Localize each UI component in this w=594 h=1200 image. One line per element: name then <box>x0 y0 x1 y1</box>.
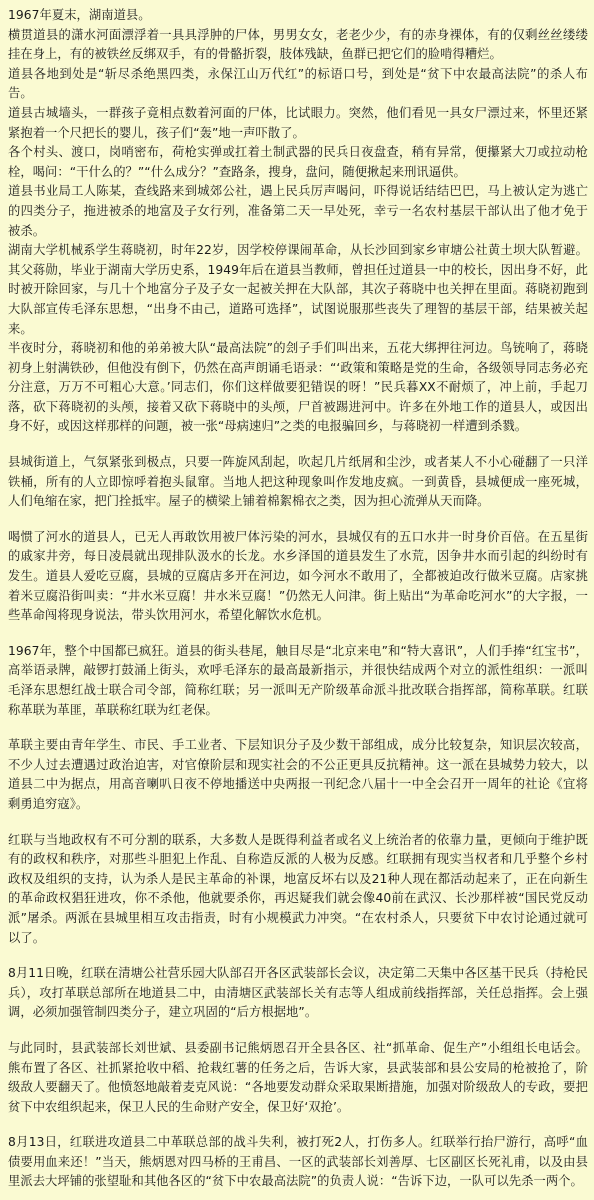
paragraph-gap <box>8 948 588 964</box>
paragraph-phone-meeting: 与此同时，县武装部长刘世斌、县委副书记熊炳恩召开全县各区、社“抓革命、促生产”小组组长电话会。熊布置了各区、社抓紧抢收中稻、抢栽红薯的任务之后，告诉大家，县武装部和县公安局的枪被抢了，阶级敌人要翻天了。他愤怒地敲着麦克风说：“各地要发动群众采取果断措施，加强对阶级敌人的专政，要把贫下中农组织起来，保卫人民的生命财产安全，保卫好‘双抢’。 <box>8 1040 588 1114</box>
paragraph-aug-11: 8月11日晚，红联在清塘公社营乐园大队部召开各区武装部长会议，决定第二天集中各区基干民兵（持枪民兵），攻打革联总部所在地道县二中，由清塘区武装部长关有志等人组成前线指挥部，关任总指挥。会上强调，必须加强管制四类分子，建立巩固的“后方根据地”。 <box>8 966 588 1020</box>
paragraph-water-crisis: 喝惯了河水的道县人，已无人再敢饮用被尸体污染的河水，县城仅有的五口水井一时身价百倍。在五星街的戚家井旁，每日凌晨就出现排队汲水的长龙。水乡泽国的道县发生了水荒，因争井水而引起的纠纷时有发生。道县人爱吃豆腐，县城的豆腐店多开在河边，如今河水不敢用了，全都被迫改行做米豆腐。店家挑着米豆腐沿街叫卖：“井水米豆腐！井水米豆腐！”仍然无人问津。街上贴出“为革命吃河水”的大字报，一些革命闯将现身说法，带头饮用河水，希望化解饮水危机。 <box>8 529 588 623</box>
paragraph-checkpoints: 各个村头、渡口，岗哨密布，荷枪实弹或扛着土制武器的民兵日夜盘查，稍有异常，便攥紧大刀或拉动枪栓，喝问：“干什么的？”“什么成分？”查路条，搜身，盘问，随便揪起来刑讯逼供。 <box>8 145 588 179</box>
paragraph-gap <box>8 1117 588 1133</box>
paragraph-gap <box>8 626 588 642</box>
paragraph-river-bodies: 横贯道县的潇水河面漂浮着一具具浮肿的尸体，男男女女，老老少少，有的赤身裸体，有的仅剩丝丝缕缕挂在身上，有的被铁丝反绑双手，有的骨骼折裂，肢体残缺，鱼群已把它们的脸啃得糟烂。 <box>8 27 588 62</box>
paragraph-honglian: 红联与当地政权有不可分割的联系，大多数人是既得利益者或名义上统治者的依靠力量，更倾向于维护既有的政权和秩序，对那些斗胆犯上作乱、自称造反派的人极为反感。红联拥有现实当权者和几乎整个乡村政权及组织的支持，认为杀人是民主革命的补课，地富反坏右以及21种人现在都活动起来了，正在向新生的革命政权猖狂进攻，你不杀他，他就要杀你，再迟疑我们就会像40前在武汉、长沙那样被“国民党反动派”屠杀。两派在县城里相互攻击指责，时有小规模武力冲突。“在农村杀人，只要贫下中农讨论通过就可以了。 <box>8 832 588 945</box>
paragraph-gap <box>8 815 588 831</box>
paragraph-chen: 道县书业局工人陈某，查线路来到城郊公社，遇上民兵厉声喝问，吓得说话结结巴巴，马上被认定为逃亡的四类分子，拖进被杀的地富及子女行列，准备第二天一早处死，幸亏一名农村基层干部认出了他才免于被杀。 <box>8 184 588 238</box>
paragraph-gap <box>8 437 588 453</box>
paragraph-town-panic: 县城街道上，气氛紧张到极点，只要一阵旋风刮起，吹起几片纸屑和尘沙，或者某人不小心碰翻了一只洋铁桶，所有的人立即惊呼着抱头鼠窜。当地人把这种现象叫作发地皮疯。一到黄昏，县城便成一座死城，人们龟缩在家，把门拴抵牢。屋子的横梁上铺着棉絮棉衣之类，因为担心流弹从天而降。 <box>8 455 588 509</box>
paragraph-city-wall: 道县古城墙头，一群孩子竟相点数着河面的尸体，比试眼力。突然，他们看见一具女尸漂过来，怀里还紧紧抱着一个尺把长的婴儿，孩子们“轰”地一声吓散了。 <box>8 105 588 140</box>
paragraph-gap <box>8 1023 588 1039</box>
paragraph-slogans: 道县各地到处是“斩尽杀绝黑四类，永保江山万代红”的标语口号，到处是“贫下中农最高法院”的杀人布告。 <box>8 66 588 101</box>
paragraph-gap <box>8 720 588 736</box>
paragraph-aug-13: 8月13日，红联进攻道县二中革联总部的战斗失利，被打死2人，打伤多人。红联举行抬尸游行，高呼“血债要用血来还！”当天，熊炳恩对四马桥的王甫昌、一区的武装部长刘善厚、七区副区长死礼甫，以及由县里派去大坪铺的张望耻和其他各区的“贫下中农最高法院”的负责人说：“告诉下边，一队可以先杀一两个。 <box>8 1135 588 1189</box>
paragraph-gap <box>8 512 588 528</box>
paragraph-jiang-family: 湖南大学机械系学生蒋晓初，时年22岁，因学校停课闹革命，从长沙回到家乡审塘公社黄土坝大队暂避。其父蒋勋，毕业于湖南大学历史系，1949年后在道县当教师，曾担任过道县一中的校长，因出身不好，此时被开除回家，与几十个地富分子及子女一起被关押在大队部，其次子蒋晓中也关押在里面。蒋晓初跑到大队部宣传毛泽东思想，“出身不由己，道路可选择”，试图说服那些丧失了理智的基层干部，结果被关起来。 <box>8 243 588 336</box>
paragraph-factions: 1967年，整个中国都已疯狂。道县的街头巷尾，触目尽是“北京来电”和“特大喜讯”，人们手捧“红宝书”，高举语录牌，敲锣打鼓涌上街头，欢呼毛泽东的最高最新指示，并很快结成两个对立的派性组织：一派叫毛泽东思想红战士联合司令部，简称红联；另一派叫无产阶级革命派斗批改联合指挥部，简称革联。红联称革联为革匪，革联称红联为红老保。 <box>8 643 588 717</box>
paragraph-date: 1967年夏末，湖南道县。 <box>8 8 151 22</box>
paragraph-midnight: 半夜时分，蒋晓初和他的弟弟被大队“最高法院”的刽子手们叫出来，五花大绑押往河边。鸟铳响了，蒋晓初身上射满铁砂，但他没有倒下，仍然在高声朗诵毛语录：“‘政策和策略是党的生命，各级领导同志务必充分注意，万万不可粗心大意。’同志们，你们这样做要犯错误的呀！”民兵暮XX不耐烦了，冲上前，手起刀落，砍下蒋晓初的头颅，接着又砍下蒋晓中的头颅，尸首被踢进河中。许多在外地工作的道县人，或因出身不好，或因这样那样的问题，被一张“母病速归”之类的电报骗回乡，与蒋晓初一样遭到杀戮。 <box>8 341 588 434</box>
paragraph-gelian: 革联主要由青年学生、市民、手工业者、下层知识分子及少数干部组成，成分比较复杂，知识层次较高，不少人过去遭遇过政治迫害，对官僚阶层和现实社会的不公正更具反抗精神。这一派在县城势力较大，以道县二中为据点，用高音喇叭日夜不停地播送中央两报一刊纪念八届十一中全会召开一周年的社论《宜将剩勇追穷寇》。 <box>8 738 588 811</box>
